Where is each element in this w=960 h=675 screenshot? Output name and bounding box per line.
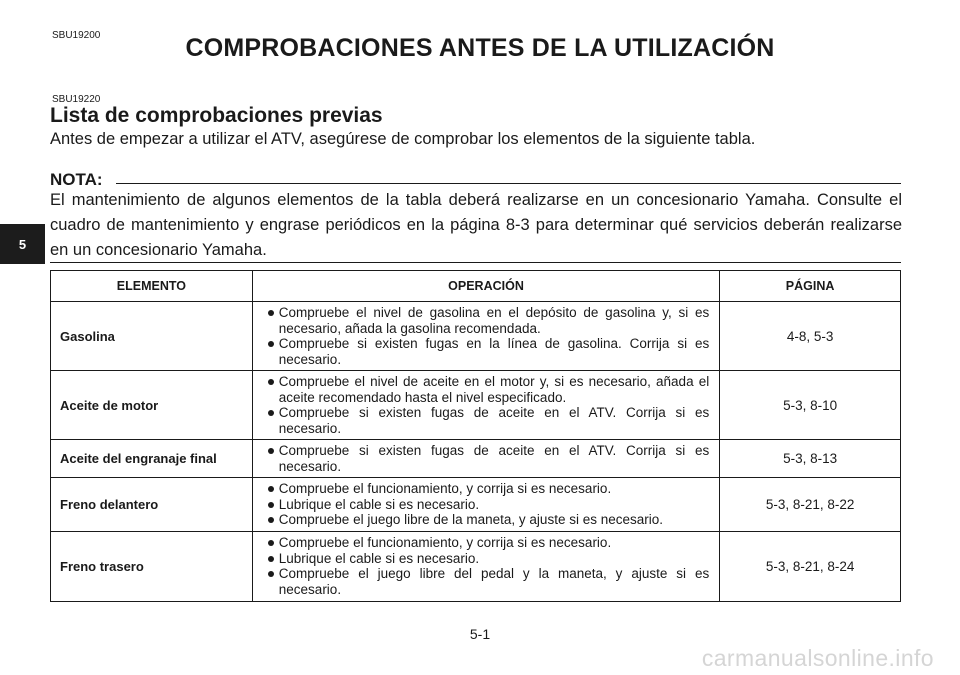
operation-item: Compruebe si existen fugas de aceite en el ATV. Corrija si es necesario.	[267, 443, 709, 474]
row-operations	[252, 302, 719, 371]
note-header	[50, 170, 901, 190]
row-item: Gasolina	[51, 302, 253, 371]
table-row	[51, 302, 901, 371]
note-rule	[116, 183, 901, 184]
operation-item: Compruebe el nivel de aceite en el motor y, si es necesario, añada el aceite recomendado hasta el nivel especificado.	[267, 374, 709, 405]
checklist-table	[50, 270, 901, 602]
watermark: carmanualsonline.info	[701, 645, 934, 671]
subsection-title: Lista de comprobaciones previas	[50, 104, 383, 127]
operation-item: Compruebe el funcionamiento, y corrija si es necesario.	[267, 481, 709, 497]
row-pages: 5-3, 8-10	[720, 371, 901, 440]
operation-item: Compruebe el juego libre del pedal y la maneta, y ajuste si es necesario.	[267, 566, 709, 597]
operation-item: Lubrique el cable si es necesario.	[267, 551, 709, 567]
table-row	[51, 371, 901, 440]
row-item: Freno delantero	[51, 478, 253, 532]
row-operations	[252, 478, 719, 532]
row-operations	[252, 440, 719, 478]
table-row	[51, 478, 901, 532]
intro-paragraph: Antes de empezar a utilizar el ATV, asegúrese de comprobar los elementos de la siguiente tabla.	[50, 130, 756, 148]
chapter-tab: 5	[0, 224, 45, 264]
row-pages: 5-3, 8-13	[720, 440, 901, 478]
header-page: PÁGINA	[720, 271, 901, 302]
operation-item: Compruebe el juego libre de la maneta, y ajuste si es necesario.	[267, 512, 709, 528]
table-row	[51, 531, 901, 601]
page-title: COMPROBACIONES ANTES DE LA UTILIZACIÓN	[185, 34, 775, 62]
header-operation: OPERACIÓN	[252, 271, 719, 302]
table-row	[51, 440, 901, 478]
row-operations	[252, 371, 719, 440]
row-pages: 5-3, 8-21, 8-24	[720, 531, 901, 601]
subsection-code: SBU19220	[52, 94, 101, 105]
operation-item: Compruebe si existen fugas en la línea de gasolina. Corrija si es necesario.	[267, 336, 709, 367]
row-pages: 4-8, 5-3	[720, 302, 901, 371]
table-header-row	[51, 271, 901, 302]
operation-item: Compruebe el nivel de gasolina en el depósito de gasolina y, si es necesario, añada la gasolina recomendada.	[267, 305, 709, 336]
note-label: NOTA:	[50, 170, 103, 189]
row-item: Freno trasero	[51, 531, 253, 601]
note-bottom-rule	[50, 262, 901, 263]
operation-item: Compruebe el funcionamiento, y corrija si es necesario.	[267, 535, 709, 551]
operation-item: Lubrique el cable si es necesario.	[267, 497, 709, 513]
note-paragraph: El mantenimiento de algunos elementos de la tabla deberá realizarse en un concesionario Yamaha. Consulte el cuadro de mantenimiento y engrase periódicos en la página 8-3 para determinar qué servicios deberán realizarse en un concesionario Yamaha.	[50, 191, 902, 259]
section-code-top: SBU19200	[52, 30, 101, 41]
page-number: 5-1	[469, 626, 491, 642]
row-pages: 5-3, 8-21, 8-22	[720, 478, 901, 532]
header-item: ELEMENTO	[51, 271, 253, 302]
row-item: Aceite del engranaje final	[51, 440, 253, 478]
row-item: Aceite de motor	[51, 371, 253, 440]
row-operations	[252, 531, 719, 601]
operation-item: Compruebe si existen fugas de aceite en el ATV. Corrija si es necesario.	[267, 405, 709, 436]
